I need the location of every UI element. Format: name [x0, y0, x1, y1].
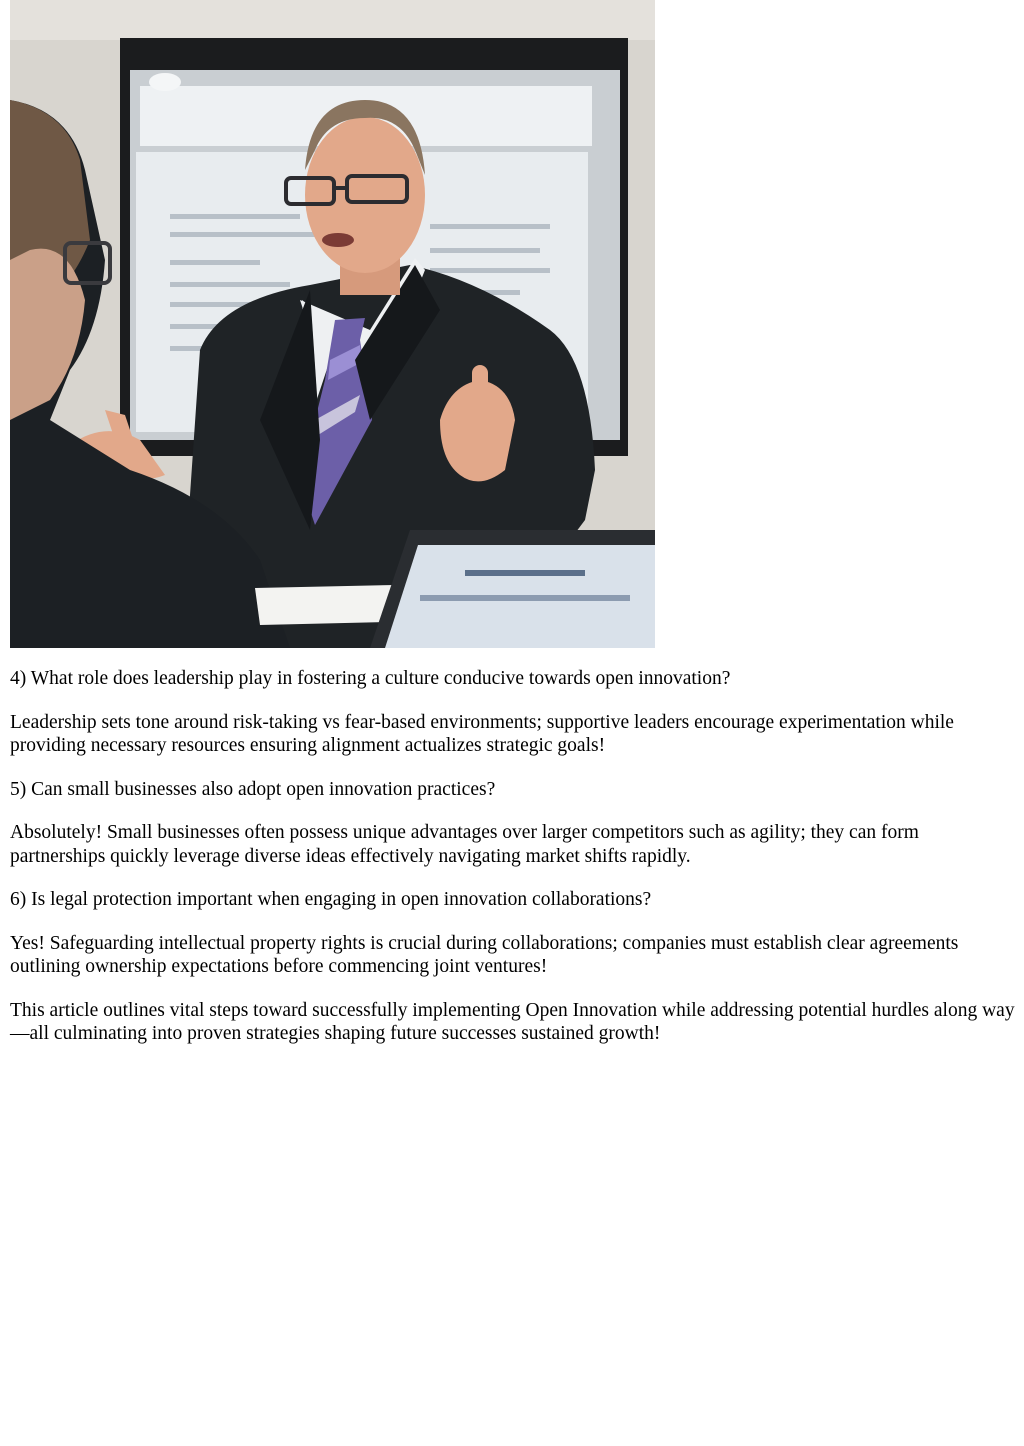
- answer-6: Yes! Safeguarding intellectual property rights is crucial during collaborations; companies must establish clear agreements outlining ownership expectations before commencing joint ventures!: [10, 932, 959, 977]
- question-4: 4) What role does leadership play in fostering a culture conducive towards open innovation?: [10, 668, 731, 689]
- hero-image: [10, 0, 655, 648]
- question-6: 6) Is legal protection important when engaging in open innovation collaborations?: [10, 889, 652, 910]
- answer-4: Leadership sets tone around risk-taking vs fear-based environments; supportive leaders encourage experimentation while providing necessary resources ensuring alignment actualizes strategic goals!: [10, 711, 954, 756]
- article-conclusion: This article outlines vital steps toward successfully implementing Open Innovation while addressing potential hurdles along way—all culminating into proven strategies shaping future successes sustained growth!: [10, 999, 1015, 1044]
- article-body: [10, 667, 1016, 1066]
- answer-5: Absolutely! Small businesses often possess unique advantages over larger competitors such as agility; they can form partnerships quickly leverage diverse ideas effectively navigating market shifts rapidly.: [10, 822, 919, 867]
- question-5: 5) Can small businesses also adopt open innovation practices?: [10, 778, 496, 800]
- presenter-photo: [10, 0, 655, 648]
